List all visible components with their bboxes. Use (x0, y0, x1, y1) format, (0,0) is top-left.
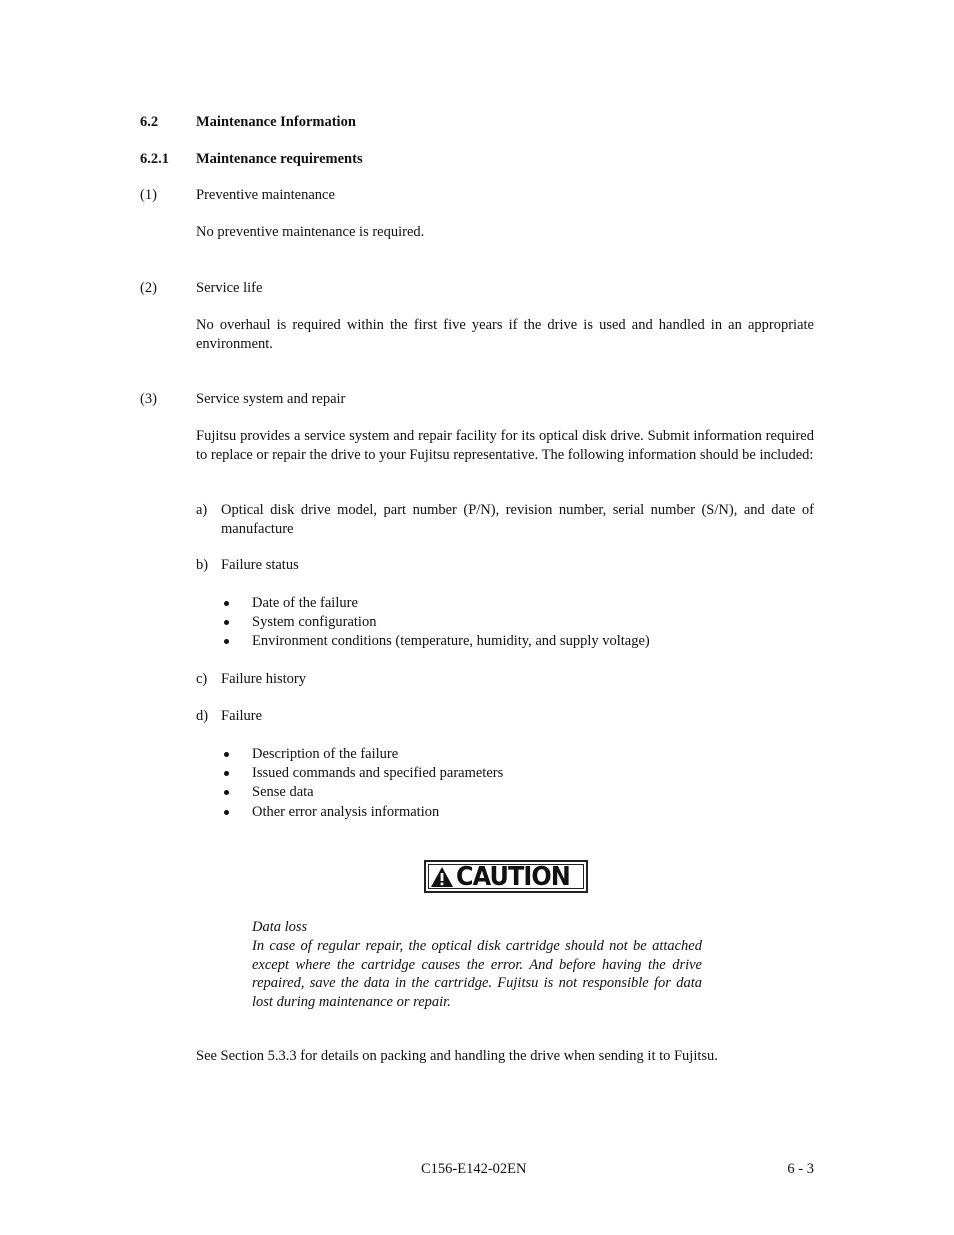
list-item: Other error analysis information (196, 803, 503, 822)
item-label-1: (1) (140, 187, 157, 203)
footer-page-number: 6 - 3 (787, 1161, 814, 1177)
subsection-title: Maintenance requirements (196, 151, 363, 167)
item-body-2: No overhaul is required within the first five years if the drive is used and handled in an appropriate environment. (196, 317, 814, 352)
warning-triangle-icon (430, 866, 454, 888)
item-title-3: Service system and repair (196, 391, 346, 407)
sublist-text-c: Failure history (221, 671, 306, 687)
caution-word: CAUTION (456, 861, 570, 892)
item-body-1: No preventive maintenance is required. (196, 224, 425, 240)
sublist-text-b: Failure status (221, 557, 299, 573)
list-item: Issued commands and specified parameters (196, 764, 503, 783)
list-item: Description of the failure (196, 745, 503, 764)
sublist-marker-d: d) (196, 708, 209, 724)
sublist-marker-c: c) (196, 671, 208, 687)
item-label-3: (3) (140, 391, 157, 407)
subsection-number: 6.2.1 (140, 151, 169, 167)
list-item: Sense data (196, 783, 503, 802)
section-number: 6.2 (140, 114, 159, 130)
failure-status-list (196, 594, 650, 652)
failure-detail-list (196, 745, 503, 822)
sublist-marker-b: b) (196, 557, 209, 573)
sublist-text-d: Failure (221, 708, 263, 724)
footer-doc-id: C156-E142-02EN (421, 1161, 527, 1177)
section-title: Maintenance Information (196, 114, 356, 130)
item-label-2: (2) (140, 280, 157, 296)
list-item: Date of the failure (196, 594, 650, 613)
sublist-marker-a: a) (196, 502, 208, 518)
item-title-1: Preventive maintenance (196, 187, 335, 203)
list-item: Environment conditions (temperature, humidity, and supply voltage) (196, 632, 650, 651)
caution-label (424, 860, 588, 893)
sublist-text-a: Optical disk drive model, part number (P/N), revision number, serial number (S/N), and date of manufacture (221, 502, 814, 537)
list-item: System configuration (196, 613, 650, 632)
see-also-text: See Section 5.3.3 for details on packing and handling the drive when sending it to Fujitsu. (196, 1048, 718, 1064)
item-title-2: Service life (196, 280, 263, 296)
caution-heading: Data loss (252, 919, 308, 935)
item-body-3: Fujitsu provides a service system and repair facility for its optical disk drive. Submit information required to replace or repair the drive to your Fujitsu representative. The following information should be included: (196, 428, 814, 463)
caution-text: In case of regular repair, the optical disk cartridge should not be attached except where the cartridge causes the error. And before having the drive repaired, save the data in the cartridge. Fujitsu is not responsible for data lost during maintenance or repair. (252, 938, 702, 1010)
